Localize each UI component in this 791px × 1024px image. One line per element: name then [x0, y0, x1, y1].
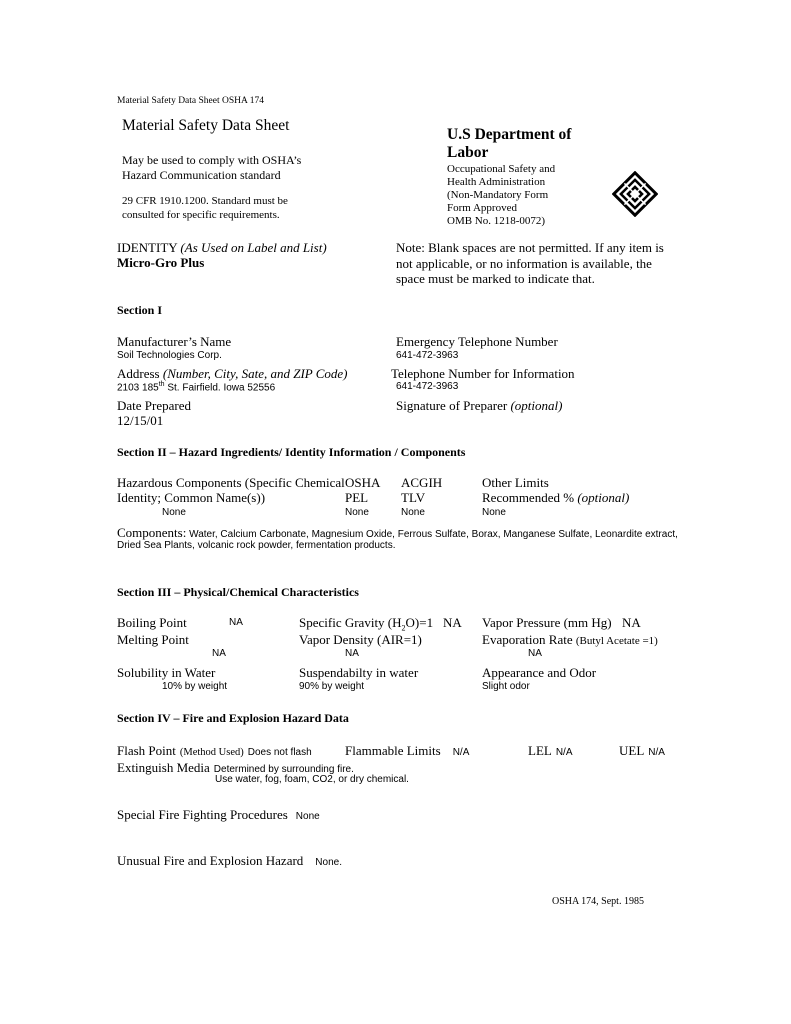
agency-title-line-1: U.S Department of	[447, 126, 572, 143]
info-phone-label: Telephone Number for Information	[391, 366, 575, 381]
solubility-value: 10% by weight	[162, 681, 228, 692]
boiling-point-label: Boiling Point	[117, 615, 187, 630]
flammable-limits: Flammable Limits N/A	[345, 743, 470, 758]
info-phone-value: 641-472-3963	[396, 381, 459, 392]
recommended-header: Recommended % (optional)	[482, 490, 630, 505]
intro-line-2: Hazard Communication standard	[122, 168, 281, 182]
vapor-density-value: NA	[345, 648, 359, 659]
melting-point-label: Melting Point	[117, 632, 189, 647]
melting-point-value: NA	[212, 648, 226, 659]
cfr-line-2: consulted for specific requirements.	[122, 209, 280, 221]
pel-col-header: PEL	[345, 490, 369, 505]
vapor-pressure-value: NA	[622, 615, 641, 630]
vapor-density-label: Vapor Density (AIR=1)	[299, 632, 422, 647]
running-title: Material Safety Data Sheet OSHA 174	[117, 96, 264, 106]
suspendability-value: 90% by weight	[299, 681, 365, 692]
section-3-title: Section III – Physical/Chemical Characteristics	[117, 585, 359, 599]
table-cell: None	[345, 507, 369, 518]
evaporation-rate-label: Evaporation Rate (Butyl Acetate =1)	[482, 632, 658, 647]
manufacturer-label: Manufacturer’s Name	[117, 334, 232, 349]
flash-point-row: Flash Point (Method Used) Does not flash	[117, 743, 312, 758]
agency-sub-4: Form Approved	[447, 202, 517, 214]
extinguish-media-line-2: Use water, fog, foam, CO2, or dry chemical.	[215, 774, 409, 785]
components-col-header-1: Hazardous Components (Specific Chemical	[117, 475, 345, 490]
appearance-value: Slight odor	[482, 681, 530, 692]
table-cell: None	[401, 507, 425, 518]
unusual-hazard: Unusual Fire and Explosion Hazard None.	[117, 853, 342, 868]
osha-logo-icon	[612, 171, 658, 217]
section-2-title: Section II – Hazard Ingredients/ Identity Information / Components	[117, 445, 466, 459]
boiling-point-value: NA	[229, 617, 243, 628]
uel: UEL N/A	[619, 743, 665, 758]
components-list-line-1: Components: Water, Calcium Carbonate, Magnesium Oxide, Ferrous Sulfate, Borax, Manganese Sulfate, Leonardite extract,	[117, 525, 678, 540]
address-value: 2103 185th St. Fairfield. Iowa 52556	[117, 381, 276, 394]
agency-sub-1: Occupational Safety and	[447, 163, 556, 175]
intro-line-1: May be used to comply with OSHA’s	[122, 153, 302, 167]
emergency-phone-label: Emergency Telephone Number	[396, 334, 558, 349]
evaporation-rate-value: NA	[528, 648, 542, 659]
appearance-label: Appearance and Odor	[482, 665, 597, 680]
address-label: Address (Number, City, Sate, and ZIP Code)	[117, 366, 348, 381]
signature-label: Signature of Preparer (optional)	[396, 398, 563, 413]
table-cell: None	[162, 507, 186, 518]
note-line-2: not applicable, or no information is available, the	[396, 256, 652, 271]
table-cell: None	[482, 507, 506, 518]
date-prepared-label: Date Prepared	[117, 398, 191, 413]
acgih-col-header: ACGIH	[401, 475, 443, 490]
extinguish-media: Extinguish Media Determined by surrounding fire.	[117, 760, 354, 775]
suspendability-label: Suspendabilty in water	[299, 665, 419, 680]
solubility-label: Solubility in Water	[117, 665, 216, 680]
special-procedures: Special Fire Fighting Procedures None	[117, 807, 320, 822]
specific-gravity-label: Specific Gravity $(H_2O)=1$	[299, 615, 434, 633]
components-col-header-1b: Identity; Common Name(s))	[117, 490, 266, 505]
tlv-col-header: TLV	[401, 490, 426, 505]
section-4-title: Section IV – Fire and Explosion Hazard Data	[117, 711, 349, 725]
agency-sub-2: Health Administration	[447, 176, 546, 188]
emergency-phone-value: 641-472-3963	[396, 350, 459, 361]
date-prepared-value: 12/15/01	[117, 413, 164, 428]
agency-sub-3: (Non-Mandatory Form	[447, 189, 549, 201]
components-list-line-2: Dried Sea Plants, volcanic rock powder, fermentation products.	[117, 540, 396, 551]
note-line-3: space must be marked to indicate that.	[396, 271, 595, 286]
osha-col-header: OSHA	[345, 475, 381, 490]
identity-value: Micro-Gro Plus	[117, 255, 205, 270]
agency-sub-5: OMB No. 1218-0072)	[447, 215, 546, 227]
other-limits-header: Other Limits	[482, 475, 549, 490]
identity-label: IDENTITY (As Used on Label and List)	[117, 240, 327, 255]
note-line-1: Note: Blank spaces are not permitted. If any item is	[396, 240, 664, 255]
document-title: Material Safety Data Sheet	[122, 117, 290, 134]
vapor-pressure-label: Vapor Pressure (mm Hg)	[482, 615, 612, 630]
manufacturer-value: Soil Technologies Corp.	[117, 350, 222, 361]
lel: LEL N/A	[528, 743, 573, 758]
agency-title-line-2: Labor	[447, 144, 489, 161]
footer-text: OSHA 174, Sept. 1985	[552, 896, 644, 907]
cfr-line-1: 29 CFR 1910.1200. Standard must be	[122, 195, 288, 207]
section-1-title: Section I	[117, 303, 162, 317]
specific-gravity-value: NA	[443, 615, 462, 630]
